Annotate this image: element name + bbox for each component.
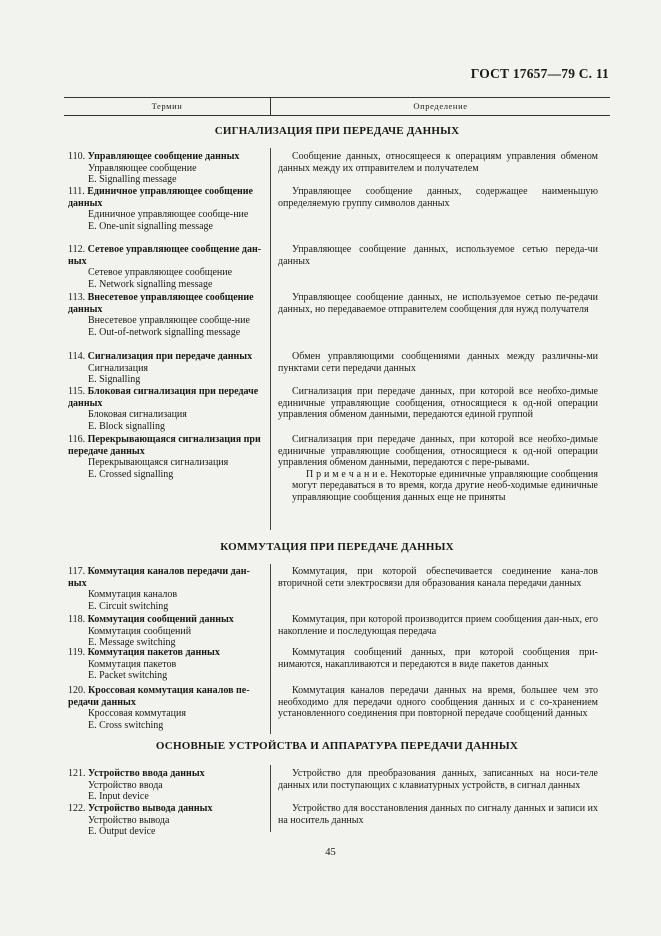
term-entry bbox=[68, 186, 262, 232]
term-definition bbox=[278, 244, 598, 267]
section-title: СИГНАЛИЗАЦИЯ ПРИ ПЕРЕДАЧЕ ДАННЫХ bbox=[214, 125, 460, 137]
term-entry bbox=[68, 292, 262, 338]
definition-text: Сигнализация при передаче данных, при которой все необхо-димые единичные управляющие сообщения, относящиеся к од-ной операции управления обменом данными, передаются с пере-рывами. bbox=[278, 434, 598, 469]
table-header bbox=[64, 97, 610, 116]
term-number: 114. bbox=[68, 351, 86, 362]
term-number: 121. bbox=[68, 768, 86, 779]
term-name: Блоковая сигнализация при передаче данных bbox=[68, 386, 259, 409]
section-title: КОММУТАЦИЯ ПРИ ПЕРЕДАЧЕ ДАННЫХ bbox=[220, 541, 454, 553]
term-entry bbox=[68, 566, 262, 612]
column-header-definition: Определение bbox=[413, 101, 468, 111]
term-definition bbox=[278, 566, 598, 589]
term-definition bbox=[278, 386, 598, 421]
term-entry bbox=[68, 685, 262, 731]
term-synonym: E. Network signalling message bbox=[88, 278, 213, 290]
definition-text: Управляющее сообщение данных, не используемое сетью пе-редачи данных, но передаваемое отправителем сообщения для нужд получателя bbox=[278, 292, 598, 315]
term-number: 120. bbox=[68, 685, 86, 696]
term-definition bbox=[278, 151, 598, 174]
term-synonym: Управляющее сообщение bbox=[88, 162, 197, 174]
definition-text: Сигнализация при передаче данных, при которой все необхо-димые единичные управляющие сообщения, относящиеся к од-ной операции управления обменом данными, передаются единой группой bbox=[278, 386, 598, 421]
term-name: Кроссовая коммутация каналов пе-редачи данных bbox=[68, 685, 250, 708]
term-synonym: E. Signalling bbox=[88, 374, 141, 386]
term-entry bbox=[68, 614, 262, 649]
term-entry bbox=[68, 647, 262, 682]
term-entry bbox=[68, 351, 262, 386]
term-number: 112. bbox=[68, 244, 86, 255]
term-entry bbox=[68, 386, 262, 432]
term-number: 122. bbox=[68, 803, 86, 814]
term-synonym: E. Circuit switching bbox=[88, 600, 169, 612]
term-entry bbox=[68, 151, 262, 186]
term-name: Коммутация сообщений данных bbox=[87, 614, 234, 625]
column-divider bbox=[270, 765, 271, 832]
term-name: Коммутация пакетов данных bbox=[87, 647, 220, 658]
term-synonym: E. One-unit signalling message bbox=[88, 220, 213, 232]
definition-text: Коммутация сообщений данных, при которой сообщения при-нимаются, накапливаются и передаются в виде пакетов данных bbox=[278, 647, 598, 670]
term-number: 111. bbox=[68, 186, 85, 197]
term-entry bbox=[68, 803, 262, 838]
term-definition bbox=[278, 351, 598, 374]
definition-text: Устройство для преобразования данных, записанных на носи-теле данных или поступающих с клавиатурных устройств, в сигнал данных bbox=[278, 768, 598, 791]
term-definition bbox=[278, 768, 598, 791]
term-synonym: Внесетевое управляющее сообще-ние bbox=[88, 315, 250, 327]
term-synonym: E. Signalling message bbox=[88, 174, 177, 186]
term-synonym: Коммутация сообщений bbox=[88, 625, 192, 637]
term-synonym: Устройство вывода bbox=[88, 814, 170, 826]
term-definition bbox=[278, 647, 598, 670]
page-number: 45 bbox=[325, 847, 336, 858]
term-synonym: Единичное управляющее сообще-ние bbox=[88, 209, 249, 221]
term-entry bbox=[68, 244, 262, 290]
term-synonym: Устройство ввода bbox=[88, 779, 163, 791]
term-synonym: Сигнализация bbox=[88, 362, 149, 374]
term-synonym: Блоковая сигнализация bbox=[88, 409, 187, 421]
term-synonym: E. Block signalling bbox=[88, 420, 165, 432]
term-synonym: E. Packet switching bbox=[88, 670, 168, 682]
term-number: 115. bbox=[68, 386, 86, 397]
term-number: 117. bbox=[68, 566, 86, 577]
term-name: Управляющее сообщение данных bbox=[87, 151, 240, 162]
term-entry bbox=[68, 768, 262, 803]
term-synonym: E. Input device bbox=[88, 791, 149, 803]
term-definition bbox=[278, 803, 598, 826]
definition-text: Коммутация, при которой производится прием сообщения дан-ных, его накопление и последующая передача bbox=[278, 614, 598, 637]
term-definition bbox=[278, 614, 598, 637]
term-synonym: Перекрывающаяся сигнализация bbox=[88, 457, 229, 469]
term-name: Коммутация каналов передачи дан-ных bbox=[68, 566, 250, 589]
term-definition bbox=[278, 685, 598, 720]
term-name: Сетевое управляющее сообщение дан-ных bbox=[68, 244, 262, 267]
section-title: ОСНОВНЫЕ УСТРОЙСТВА И АППАРАТУРА ПЕРЕДАЧИ ДАННЫХ bbox=[155, 740, 519, 752]
term-synonym: E. Message switching bbox=[88, 637, 176, 649]
column-header-term: Термин bbox=[64, 98, 271, 115]
term-synonym: Сетевое управляющее сообщение bbox=[88, 267, 233, 279]
term-number: 113. bbox=[68, 292, 86, 303]
column-divider bbox=[270, 564, 271, 734]
definition-text: Коммутация, при которой обеспечивается соединение кана-лов вторичной сети электросвязи для образования канала передачи данных bbox=[278, 566, 598, 589]
term-synonym: E. Crossed signalling bbox=[88, 468, 174, 480]
term-name: Внесетевое управляющее сообщение данных bbox=[68, 292, 254, 315]
term-number: 119. bbox=[68, 647, 86, 658]
term-number: 110. bbox=[68, 151, 86, 162]
column-divider bbox=[270, 148, 271, 530]
term-synonym: Коммутация пакетов bbox=[88, 658, 177, 670]
definition-text: Устройство для восстановления данных по сигналу данных и записи их на носитель данных bbox=[278, 803, 598, 826]
term-definition bbox=[278, 434, 598, 504]
term-synonym: Кроссовая коммутация bbox=[88, 708, 186, 720]
term-name: Перекрывающаяся сигнализация при передаче данных bbox=[68, 434, 261, 457]
term-synonym: E. Cross switching bbox=[88, 719, 164, 731]
page-header-title: ГОСТ 17657—79 С. 11 bbox=[470, 66, 609, 81]
term-synonym: E. Output device bbox=[88, 826, 156, 838]
definition-text: Коммутация каналов передачи данных на время, большее чем это необходимо для передачи одного сообщения данных и с со-хранением установленного соединения при повторной передаче сообщений данных bbox=[278, 685, 598, 720]
term-number: 118. bbox=[68, 614, 86, 625]
definition-text: Сообщение данных, относящееся к операциям управления обменом данных между их отправителем и получателем bbox=[278, 151, 598, 174]
definition-text: Управляющее сообщение данных, содержащее наименьшую определяемую группу символов данных bbox=[278, 186, 598, 209]
term-synonym: Коммутация каналов bbox=[88, 589, 178, 601]
term-name: Единичное управляющее сообщение данных bbox=[68, 186, 253, 209]
term-number: 116. bbox=[68, 434, 86, 445]
term-name: Устройство ввода данных bbox=[88, 768, 205, 779]
term-synonym: E. Out-of-network signalling message bbox=[88, 326, 241, 338]
term-name: Устройство вывода данных bbox=[88, 803, 213, 814]
definition-text: Обмен управляющими сообщениями данных между различны-ми пунктами сети передачи данных bbox=[278, 351, 598, 374]
term-definition bbox=[278, 292, 598, 315]
definition-note: П р и м е ч а н и е. Некоторые единичные управляющие сообщения могут передаваться в то время, когда другие необ-ходимые единичные управляющие сообщения данных еще не приняты bbox=[292, 468, 598, 503]
term-entry bbox=[68, 434, 262, 480]
definition-text: Управляющее сообщение данных, используемое сетью переда-чи данных bbox=[278, 244, 598, 267]
term-definition bbox=[278, 186, 598, 209]
term-name: Сигнализация при передаче данных bbox=[87, 351, 253, 362]
